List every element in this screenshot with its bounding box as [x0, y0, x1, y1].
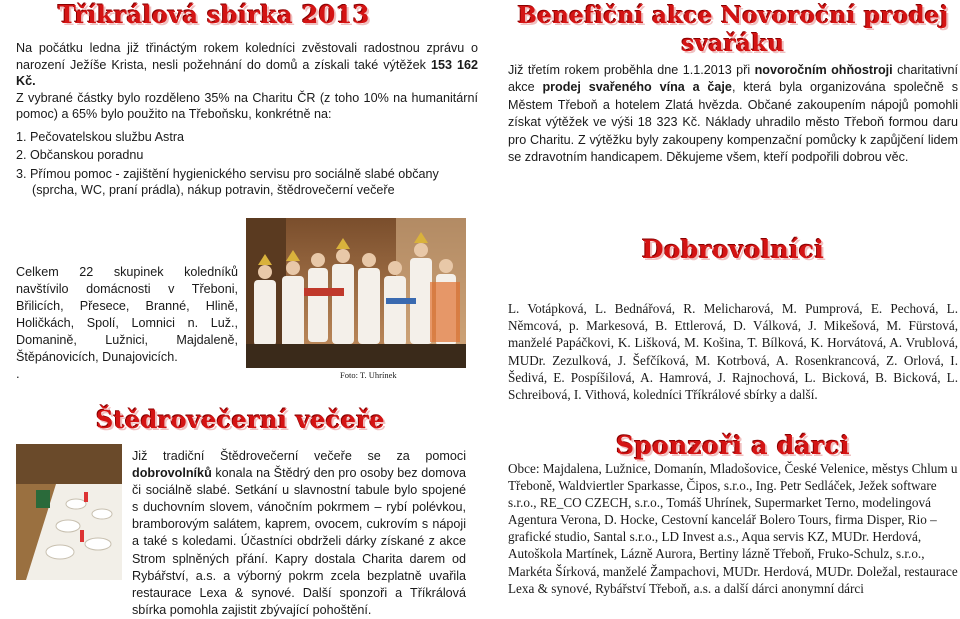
benefit-t2: novoročním ohňostroji: [754, 63, 893, 77]
dinner-title: Štědrovečerní večeře: [96, 405, 385, 434]
collection-distribution: Z vybrané částky bylo rozděleno 35% na Charitu ČR (z toho 10% na humanitární pomoc) a 65% bylo použito na Třeboňsku, konkrétně na:: [16, 90, 478, 121]
collection-title: Tříkrálová sbírka 2013: [58, 0, 370, 29]
dinner-photo: [16, 444, 122, 580]
dinner-text-a: Již tradiční Štědrovečerní večeře se za pomoci: [132, 449, 466, 463]
volunteers-text: L. Votápková, L. Bednářová, R. Melicharová, M. Pumprová, E. Pechová, L. Němcová, p. Markesová, B. Ettlerová, D. Válková, J. Mikešová, M. Fürstová, manželé Papáčkovi, K. Lišková, M. Košina, T. Bílková, K. Horvátová, A. Vrublová, MUDr. Zezulková, J. Šefčíková, M. Kotrbová, A. Rosenkrancová, Z. Orlová, I. Šedivá, E. Pospíšilová, A. Hamrová, J. Rajnochová, L. Bicková, B. Bicková, L. Schreibová, I. Vithová, koledníci Tříkrálové sbírky a další.: [508, 301, 958, 403]
groups-text: Celkem 22 skupinek koledníků navštívilo domácnosti v Třeboni, Břilicích, Přesece, Branné, Hlině, Holičkách, Spolí, Lomnici n. Luž., Domanině, Lužnici, Majdaleně, Štěpánovicích, Dunajovicích.: [16, 265, 238, 364]
collection-amount: 153 162 Kč.: [16, 57, 478, 88]
volunteers-title: Dobrovolníci: [641, 235, 825, 264]
benefit-t4: prodej svařeného vína a čaje: [542, 80, 732, 95]
collection-intro: Na počátku ledna již třináctým rokem koledníci zvěstovali radostnou zprávu o narození Ježíše Krista, nesli požehnání do domů a získali také výtěžek: [16, 41, 478, 72]
benefit-t5: , která byla organizována společně s Městem Třeboň a hotelem Zlatá hvězda. Občané zakoupením nápojů pomohli získat výtěžek ve výši 18 323 Kč. Náklady uhradilo město Třeboň formou daru pro Charitu. Z výtěžku byly zakoupeny kompenzační pomůcky k zapůjčení lidem se zdravotním handicapem. Děkujeme všem, kteří podpořili dobrou věc.: [508, 80, 958, 165]
dinner-text-c: konala na Štědrý den pro osoby bez domova či sociálně slabé. Setkání u slavnostní tabule bylo spojené s duchovním slovem, vánočním pokrmem – rybí polévkou, bramborovým salátem, kaprem, ovocem, cukrovím s nápoji a také s koledami. Účastníci obdrželi dárky získané z akce Strom splněných přání. Kapry dostala Charita darem od Rybářství, a.s. a výborný pokrm zcela bezplatně uvařila restaurace Lexa & synové. Další sponzoři a Tříkrálová sbírka pomohla zajistit zbývající pohoštění.: [132, 466, 466, 617]
list-item: 1. Pečovatelskou službu Astra: [16, 129, 185, 144]
list-item: 3. Přímou pomoc - zajištění hygienického servisu pro sociálně slabé občany (sprcha, WC, praní prádla), nákup potravin, štědrovečerní večeře: [16, 166, 439, 197]
sponsors-title: Sponzoři a dárci: [616, 431, 850, 460]
benefit-t3: charitativní akce: [508, 63, 958, 95]
benefit-text: [508, 62, 958, 166]
collection-body: [16, 40, 478, 199]
benefit-title: Benefiční akce Novoroční prodej svařáku: [517, 2, 949, 57]
carolers-photo: [246, 218, 466, 368]
dinner-text-volunteers: dobrovolníků: [132, 466, 212, 481]
sponsors-text: Obce: Majdalena, Lužnice, Domanín, Mladošovice, České Velenice, městys Chlum u Třeboně, Waldviertler Sparkasse, Čipos, s.r.o., Ing. Petr Sedláček, Ježek software s.r.o., RE_CO CZECH, s.r.o., Tomáš Uhrínek, Supermarket Terno, modelingová Agentura Verona, D. Hocke, Cestovní kancelář Bolero Tours, firma Disper, Rio – grafické studio, Santal s.r.o., LD Invest a.s., Aqua servis KZ, MUDr. Herdová, Autoškola Martínek, Lázně Aurora, Bertiny lázně Třeboň, Fruko-Schulz, s.r.o., Markéta Šírková, manželé Žampachovi, MUDr. Herdová, MUDr. Doležal, restaurace Lexa & synové, Rybářství Třeboň, a.s. a další dárci anonymní dárci: [508, 461, 958, 596]
list-item: 2. Občanskou poradnu: [16, 148, 144, 162]
photo-caption: Foto: T. Uhrínek: [340, 370, 397, 380]
dinner-text: [132, 448, 466, 619]
benefit-t1: Již třetím rokem proběhla dne 1.1.2013 při: [508, 63, 755, 77]
stray-dot: .: [16, 366, 20, 381]
